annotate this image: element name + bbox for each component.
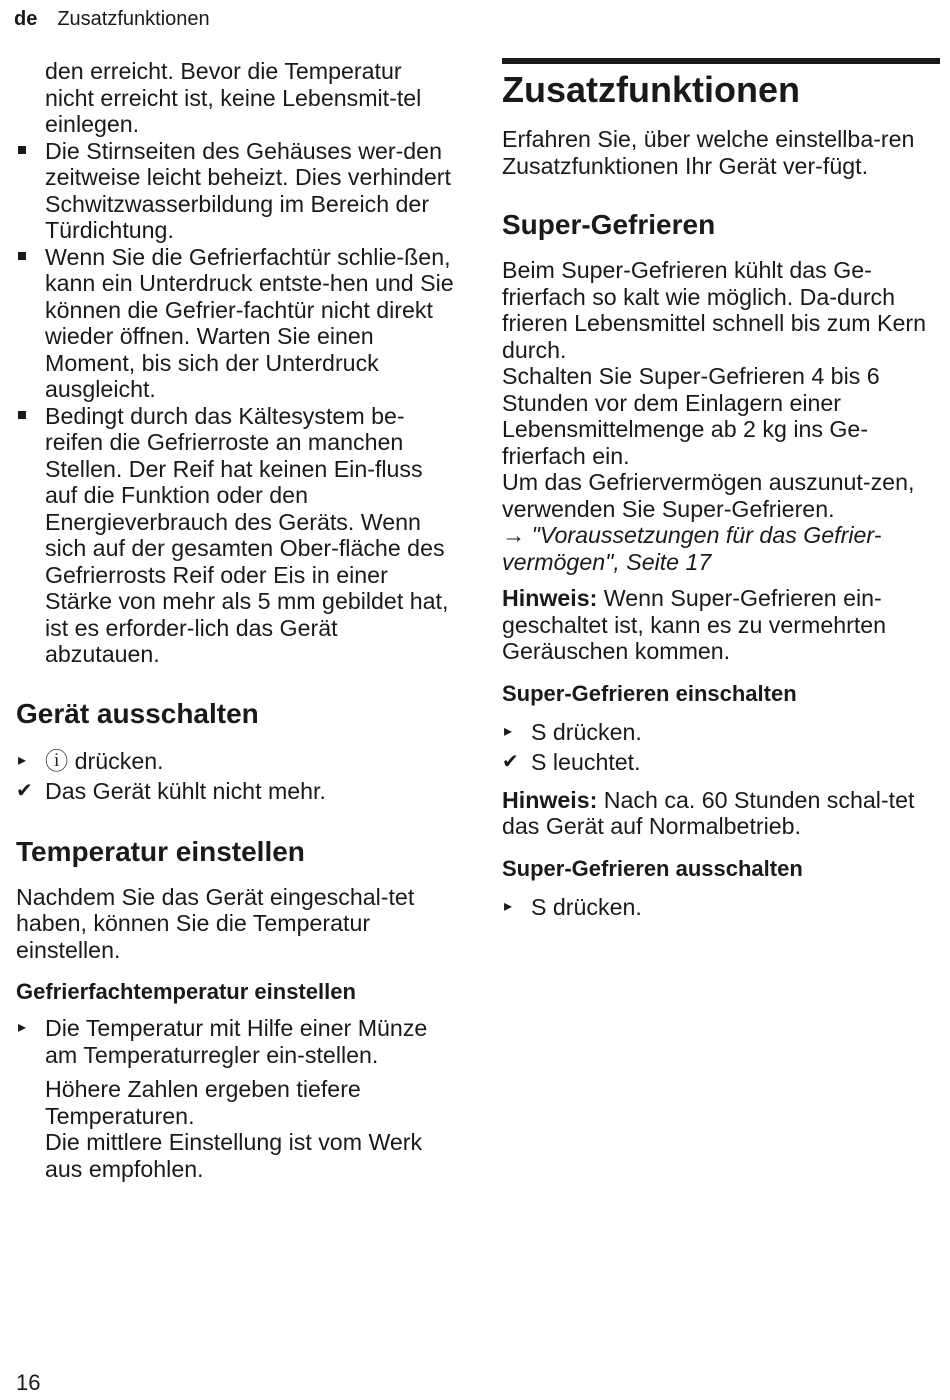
language-code: de [14, 8, 38, 30]
super-paragraph: Um das Gefriervermögen auszunut-zen, verwenden Sie Super-Gefrieren. [502, 469, 915, 522]
square-bullet-icon [18, 411, 26, 419]
result-step: ✔ S leuchtet. [502, 748, 641, 775]
heading-geraet-ausschalten: Gerät ausschalten [16, 697, 259, 729]
chapter-title: Zusatzfunktionen [502, 58, 940, 110]
right-column [502, 58, 940, 922]
page-header [14, 8, 210, 31]
triangle-step-icon: ▸ [504, 897, 513, 915]
subheading-super-ausschalten: Super-Gefrieren ausschalten [502, 855, 803, 881]
instruction-step: ▸ S drücken. [504, 718, 642, 745]
hint-note: Hinweis: Nach ca. 60 Stunden schal-tet das Gerät auf Normalbetrieb. [502, 786, 915, 839]
list-item: Die Stirnseiten des Gehäuses wer-den zeitweise leicht beheizt. Dies verhindert Schwitzwasserbildung im Bereich der Türdichtung. [16, 138, 456, 244]
square-bullet-icon [18, 146, 26, 154]
continued-text: den erreicht. Bevor die Temperatur nicht erreicht ist, keine Lebensmit-tel einlegen. [45, 58, 422, 137]
super-paragraph: Beim Super-Gefrieren kühlt das Ge-frierfach so kalt wie möglich. Da-durch frieren Lebensmittel schnell bis zum Kern durch. [502, 257, 927, 363]
list-item: Bedingt durch das Kältesystem be-reifen die Gefrierroste an manchen Stellen. Der Reif hat keinen Ein-fluss auf die Funktion oder den Energieverbrauch des Geräts. Wenn sich auf der gesamten Ober-fläche des Gefrierrosts Reif oder Eis in einer Stärke von mehr als 5 mm gebildet hat, ist es erforder-lich das Gerät abzutauen. [16, 403, 456, 668]
check-icon: ✔ [502, 750, 519, 773]
triangle-step-icon: ▸ [18, 1019, 27, 1036]
triangle-step-icon: ▸ [18, 751, 27, 769]
hint-note: Hinweis: Wenn Super-Gefrieren ein-geschaltet ist, kann es zu vermehrten Geräuschen kommen. [502, 585, 887, 664]
temperature-intro: Nachdem Sie das Gerät eingeschal-tet haben, können Sie die Temperatur einstellen. [16, 883, 415, 963]
square-bullet-icon [18, 252, 26, 260]
instruction-step: ▸ S drücken. [504, 893, 642, 920]
left-column [16, 58, 456, 1182]
instruction-step: ▸ Die Temperatur mit Hilfe einer Münze am Temperaturregler ein-stellen. [18, 1015, 428, 1068]
section-title: Zusatzfunktionen [57, 8, 210, 30]
heading-temperatur-einstellen: Temperatur einstellen [16, 835, 305, 867]
cross-reference-link[interactable]: → "Voraussetzungen für das Gefrier-vermögen", Seite 17 [502, 522, 882, 575]
temperature-note: Höhere Zahlen ergeben tiefere Temperaturen. [45, 1076, 361, 1129]
temperature-note: Die mittlere Einstellung ist vom Werk aus empfohlen. [45, 1129, 423, 1182]
info-bullet-list [16, 138, 456, 668]
chapter-intro: Erfahren Sie, über welche einstellba-ren Zusatzfunktionen Ihr Gerät ver-fügt. [502, 126, 915, 179]
subheading-super-einschalten: Super-Gefrieren einschalten [502, 680, 797, 706]
result-step: ✔ Das Gerät kühlt nicht mehr. [16, 777, 326, 804]
heading-super-gefrieren: Super-Gefrieren [502, 209, 716, 240]
instruction-step: ▸ ⓘ drücken. [18, 747, 164, 774]
check-icon: ✔ [16, 779, 33, 802]
list-item: Wenn Sie die Gefrierfachtür schlie-ßen, kann ein Unterdruck entste-hen und Sie können die Gefrier-fachtür nicht direkt wieder öffnen. Warten Sie einen Moment, bis sich der Unterdruck ausgleicht. [16, 244, 456, 403]
super-paragraph: Schalten Sie Super-Gefrieren 4 bis 6 Stunden vor dem Einlagern einer Lebensmittelmenge ab 2 kg ins Ge-frierfach ein. [502, 363, 880, 469]
page-number: 16 [16, 1370, 41, 1395]
triangle-step-icon: ▸ [504, 722, 513, 740]
subheading-gefrierfach: Gefrierfachtemperatur einstellen [16, 979, 356, 1004]
